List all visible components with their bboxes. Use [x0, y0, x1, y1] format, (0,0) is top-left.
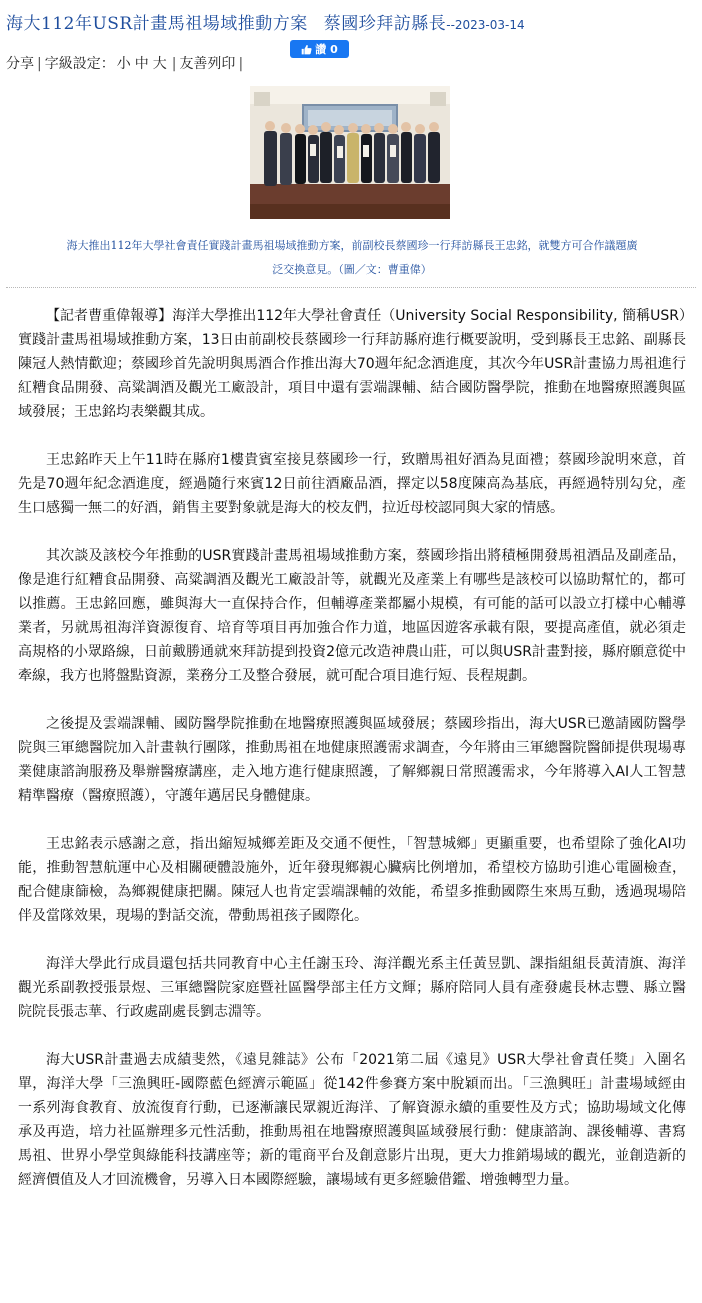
toolbar-divider: |	[37, 56, 42, 72]
toolbar-divider: |	[171, 56, 177, 72]
article-subtitle: 蔡國珍拜訪縣長	[323, 14, 447, 34]
photo-caption	[12, 234, 692, 282]
caption-line: 泛交換意見。（圖／文：曹重偉）	[272, 263, 432, 276]
toolbar-divider: |	[238, 56, 244, 72]
article-paragraph: 【記者曹重偉報導】海洋大學推出112年大學社會責任（University Social Responsibility, 簡稱USR）實踐計畫馬祖場域推動方案，13日由前副校長蔡國珍一行拜訪縣府進行概要說明，受到縣長王忠銘、副縣長陳冠人熱情歡迎；蔡國珍首先說明與馬酒合作推出海大70週年紀念酒進度，其次今年USR計畫協力馬祖進行紅糟食品開發、高粱調酒及觀光工廠設計，項目中還有雲端課輔、結合國防醫學院，推動在地醫療照護與區域發展；王忠銘均表樂觀其成。	[18, 308, 686, 420]
print-link[interactable]: 友善列印	[179, 56, 236, 72]
article-header	[6, 9, 696, 34]
article-paragraph: 之後提及雲端課輔、國防醫學院推動在地醫療照護與區域發展；蔡國珍指出，海大USR已邀請國防醫學院與三軍總醫院加入計畫執行團隊，推動馬祖在地健康照護需求調查，今年將由三軍總醫院醫師提供現場專業健康諮詢服務及舉辦醫療講座，走入地方進行健康照護，了解鄉親日常照護需求，今年將導入AI人工智慧精準醫療（醫療照護），守護年邁居民身體健康。	[18, 716, 686, 804]
article-title: 海大112年USR計畫馬祖場域推動方案	[6, 14, 308, 34]
font-small-link[interactable]: 小	[116, 56, 131, 72]
like-count-label: 讚 0	[315, 43, 338, 56]
share-link[interactable]: 分享	[6, 56, 34, 72]
article-paragraph: 王忠銘昨天上午11時在縣府1樓貴賓室接見蔡國珍一行，致贈馬祖好酒為見面禮；蔡國珍說明來意，首先是70週年紀念酒進度，經過隨行來賓12日前往酒廠品酒，擇定以58度陳高為基底，再經過特別勾兌，產生口感獨一無二的好酒，銷售主要對象就是海大的校友們，拉近母校認同與大家的情感。	[18, 452, 686, 516]
facebook-like-button[interactable]	[290, 40, 349, 58]
article-paragraph: 海大USR計畫過去成績斐然，《遠見雜誌》公布「2021第二屆《遠見》USR大學社會責任獎」入圍名單，海洋大學「三漁興旺-國際藍色經濟示範區」從142件參賽方案中脫穎而出。「三漁興旺」計畫場域經由一系列海食教育、放流復育行動，已逐漸讓民眾親近海洋、了解資源永續的重要性及方式；協助場域文化傳承及再造，培力社區辦理多元性活動，推動馬祖在地醫療照護與區域發展行動：健康諮詢、課後輔導、書寫馬祖、世界小學堂與綠能科技講座等；新的電商平台及創意影片出現，更大力推銷場域的觀光，並創造新的經濟價值及人才回流機會，另導入日本國際經驗，讓場域有更多經驗借鑑、增強轉型力量。	[18, 1052, 686, 1188]
article-paragraph: 海洋大學此行成員還包括共同教育中心主任謝玉玲、海洋觀光系主任黃昱凱、課指組組長黃清旗、海洋觀光系副教授張景煜、三軍總醫院家庭暨社區醫學部主任方文輝；縣府陪同人員有產發處長林志豐、縣立醫院院長張志華、行政處副處長劉志淵等。	[18, 956, 686, 1020]
publish-date: --2023-03-14	[446, 18, 525, 32]
article-paragraph: 其次談及該校今年推動的USR實踐計畫馬祖場域推動方案，蔡國珍指出將積極開發馬祖酒品及副產品，像是進行紅糟食品開發、高粱調酒及觀光工廠設計等，就觀光及產業上有哪些是該校可以協助幫忙的，都可以推薦。王忠銘回應，雖與海大一直保持合作，但輔導產業都屬小規模，有可能的話可以設立打樣中心輔導業者，另就馬祖海洋資源復育、培育等項目再加強合作力道，地區因遊客承載有限，要提高產值，就必須走高規格的小眾路線，日前戴勝通就來拜訪提到投資2億元改造神農山莊，可以與USR計畫對接，縣府願意從中牽線，我方也將盤點資源，業務分工及整合發展，就可配合項目進行短、長程規劃。	[18, 548, 686, 684]
article-paragraph: 王忠銘表示感謝之意，指出縮短城鄉差距及交通不便性，「智慧城鄉」更顯重要，也希望除了強化AI功能，推動智慧航運中心及相關硬體設施外，近年發現鄉親心臟病比例增加，希望校方協助引進心電圖檢查，配合健康篩檢，為鄉親健康把關。陳冠人也肯定雲端課輔的效能，希望多推動國際生來馬互動，透過現場陪伴及當隊效果，現場的對話交流，帶動馬祖孩子國際化。	[18, 836, 686, 924]
font-size-label: 字級設定：	[44, 56, 115, 72]
divider	[6, 287, 696, 288]
thumbs-up-icon	[301, 44, 312, 55]
font-large-link[interactable]: 大	[152, 56, 167, 72]
caption-line: 海大推出112年大學社會責任實踐計畫馬祖場域推動方案，前副校長蔡國珍一行拜訪縣長王忠銘，就雙方可合作議題廣	[66, 239, 638, 252]
article-toolbar	[6, 53, 246, 73]
article-body	[18, 304, 686, 1216]
font-medium-link[interactable]: 中	[134, 56, 149, 72]
group-photo	[250, 86, 450, 219]
